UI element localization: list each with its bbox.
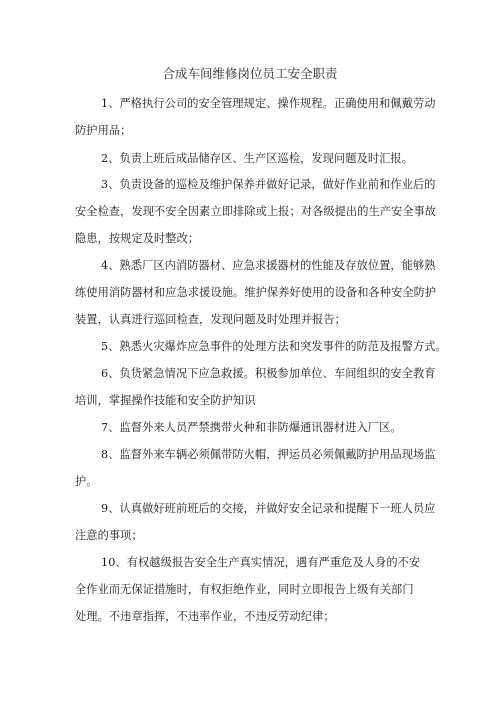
duty-item-line: 8、监督外来车辆必须佩带防火帽，押运员必须佩戴防护用品现场监 (101, 448, 436, 461)
duty-item-line: 安全检查，发现不安全因素立即排除或上报；对各级提出的生产安全事故 (75, 205, 437, 218)
duty-item-line: 注意的事项； (75, 529, 143, 542)
document-title: 合成车间维修岗位员工安全职责 (162, 66, 338, 81)
duty-item-8 (75, 441, 445, 495)
duty-item-line: 处理。不违章指挥，不违率作业，不违反劳动纪律； (75, 610, 335, 623)
duty-item-line: 培训，掌握操作技能和安全防护知识 (75, 394, 256, 407)
duty-item-7 (75, 414, 445, 441)
duty-item-1 (75, 90, 445, 144)
duty-item-line: 3、负责设备的巡检及维护保养并做好记录，做好作业前和作业后的 (101, 178, 436, 191)
duty-item-line: 1、严格执行公司的安全管理规定、操作规程。正确使用和佩戴劳动 (101, 97, 436, 110)
duty-item-4 (75, 252, 445, 333)
duty-item-9 (75, 495, 445, 549)
duty-item-line: 2、负责上班后成品储存区、生产区巡检，发现问题及时汇报。 (101, 152, 413, 165)
duty-item-6 (75, 360, 445, 414)
duty-item-line: 练使用消防器材和应急求援设施。维护保养好使用的设备和各种安全防护 (75, 286, 437, 299)
duty-item-line: 装置，认真进行巡回检查，发现问题及时处理并报告； (75, 313, 346, 326)
duty-item-line: 5、熟悉火灾爆炸应急事件的处理方法和突发事件的防范及报警方式。 (101, 340, 447, 353)
duty-item-line: 6、负货紧急情况下应急救援。积极参加单位、车间组织的安全教育 (101, 367, 436, 380)
duty-item-10 (75, 549, 445, 630)
duty-item-3 (75, 171, 445, 252)
duty-item-2 (75, 145, 445, 172)
duty-item-line: 全作业而无保证措施时，有权拒绝作业，同时立即报告上级有关部门 (75, 583, 414, 596)
duty-item-line: 防护用品； (75, 124, 132, 137)
duty-item-line: 7、监督外来人员严禁携带火种和非防爆通讯器材进入厂区。 (101, 421, 402, 434)
duty-item-5 (75, 333, 445, 360)
duty-item-line: 9、认真做好班前班后的交接，并做好安全记录和提醒下一班人员应 (101, 502, 436, 515)
duty-item-line: 护。 (75, 475, 98, 488)
duty-item-line: 4、熟悉厂区内消防器材、应急求援器材的性能及存放位置，能够熟 (101, 259, 436, 272)
duty-item-line: 10、有权越级报告安全生产真实情况，遇有严重危及人身的不安 (101, 556, 421, 569)
duty-item-line: 隐患，按规定及时整改； (75, 232, 200, 245)
